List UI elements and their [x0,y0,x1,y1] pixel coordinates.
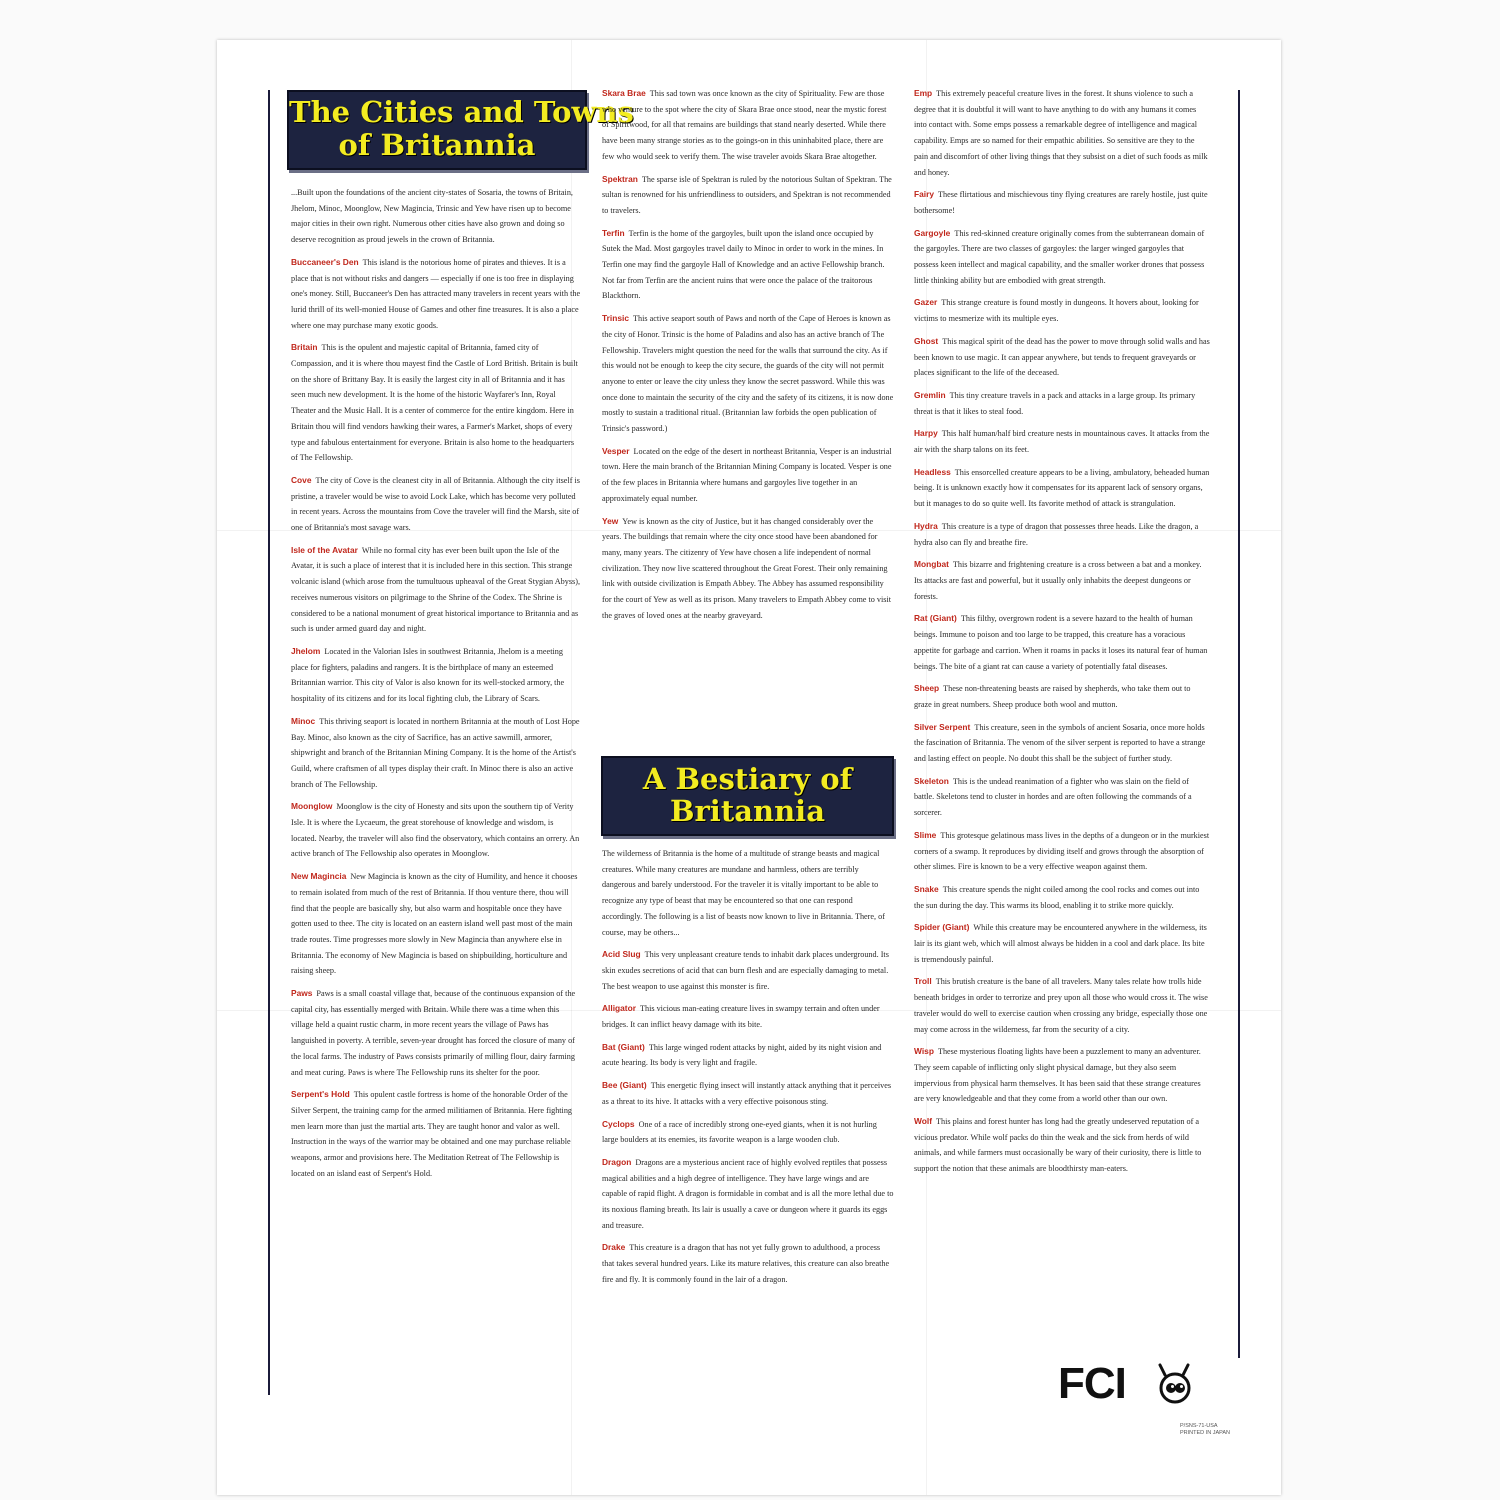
bestiary-entry [914,611,1210,674]
bestiary-entry [914,774,1210,821]
bestiary-entry [914,920,1210,967]
cities-entry-text: While no formal city has ever been built upon the Isle of the Avatar, it is such a place of interest that it is included here in this section. This strange volcanic island (which arose from the tumultuous upheaval of the Great Stygian Abyss), receives numerous visitors on pilgrimage to the Shrine of the Codex. The Shrine is considered to be a national monument of great historical importance to Britannia and as such is under armed guard day and night. [291,545,580,634]
bestiary-entry-text: This bizarre and frightening creature is a cross between a bat and a monkey. Its attacks are fast and powerful, but it usually only inhabits the deepest dungeons or forests. [914,560,1202,601]
bestiary-entry-name: Hydra [914,520,938,531]
cities-entry-name: Trinsic [602,313,629,324]
cities-entry-name: Serpent's Hold [291,1089,350,1100]
cities-entry-text: This sad town was once known as the city of Spirituality. Few are those who venture to the spot where the city of Skara Brae once stood, near the mystic forest of Spiritwood, for all that remains are buildings that stand nearly deserted. While there have been many strange stories as to the goings-on in this uninhabited place, there are few who would seek to verify them. The wise traveler avoids Skara Brae altogether. [602,89,887,161]
bestiary-entry [914,295,1210,326]
bestiary-entry-text: This creature is a type of dragon that possesses three heads. Like the dragon, a hydra also can fly and breathe fire. [914,521,1199,547]
bestiary-column [602,846,894,1295]
cities-entry-text: This is the opulent and majestic capital of Britannia, famed city of Compassion, and it is where thou mayest find the Castle of Lord British. Britain is built on the shore of Brittany Bay. It is easily the largest city in all of Britannia and it has seen much new development. It is the home of the historic Wayfarer's Inn, Royal Theater and the Music Hall. It is a center of commerce for the entire kingdom. Here in Britain thou will find vendors hawking their wares, a Farmer's Market, shops of every type and fabulous entertainment for everyone. Britain is also home to the headquarters of The Fellowship. [291,343,578,463]
cities-entry-name: Paws [291,988,313,999]
bestiary-entry-name: Bat (Giant) [602,1041,645,1052]
cities-entry-name: Terfin [602,227,625,238]
bestiary-entry [602,1001,894,1032]
cities-entry-name: Vesper [602,445,630,456]
bestiary-entry-text: This half human/half bird creature nests in mountainous caves. It attacks from the air with the sharp talons on its feet. [914,429,1210,455]
cities-entry [602,172,894,219]
cities-entry [291,714,581,793]
bestiary-entry-text: One of a race of incredibly strong one-eyed giants, when it is not hurling large boulders at its enemies, its favorite weapon is a large wooden club. [602,1119,877,1145]
bestiary-entry-name: Spider (Giant) [914,922,970,933]
cities-entry [291,255,581,334]
cities-entry-name: Cove [291,474,312,485]
bestiary-entry-text: This tiny creature travels in a pack and attacks in a large group. Its primary threat is that it likes to steal food. [914,390,1196,416]
bestiary-entry [914,1114,1210,1177]
bestiary-entry-name: Slime [914,829,937,840]
cities-entry [291,799,581,862]
bestiary-entry-text: This is the undead reanimation of a fighter who was slain on the field of battle. Skeletons tend to cluster in hordes and are often following the commands of a sorcerer. [914,776,1192,818]
cities-entry-text: This opulent castle fortress is home of the honorable Order of the Silver Serpent, the training camp for the armed militiamen of Britannia. Here fighting men learn more than just the martial arts. They are taught honor and valor as well. Instruction in the ways of the warrior may be obtained and one may purchase reliable weapons, armor and provisions here. The Meditation Retreat of The Fellowship is located on an island east of Serpent's Hold. [291,1090,573,1178]
bestiary-entry-text: This very unpleasant creature tends to inhabit dark places underground. Its skin exudes secretions of acid that can burn flesh and are especially damaging to metal. The best weapon to use against this monster is fire. [602,950,889,991]
right-rule [1238,90,1240,1358]
bestiary-entry-text: This filthy, overgrown rodent is a severe hazard to the health of human beings. Immune to poison and too large to be trapped, this creature has a voracious appetite for garbage and carrion. When it roams in packs it loses its natural fear of human beings. The bite of a giant rat can cause a variety of potentially fatal diseases. [914,614,1208,671]
bestiary-entry-name: Drake [602,1242,626,1253]
bestiary-entry [914,828,1210,875]
fci-logo-mark [1153,1363,1195,1405]
bestiary-entry-name: Wolf [914,1116,932,1127]
bestiary-entry-name: Bee (Giant) [602,1080,647,1091]
bestiary-entry [914,681,1210,712]
cities-entry-text: Yew is known as the city of Justice, but it has changed considerably over the years. The buildings that remain where the city once stood have been abandoned for many, many years. The citizenry of Yew have chosen a life independent of normal civilization. They now live scattered throughout the Great Forest. Their only remaining link with outside civilization is Empath Abbey. The Abbey has assumed responsibility for the court of Yew as well as its prison. Many travelers to Empath Abbey come to visit the graves of loved ones at the nearby graveyard. [602,516,892,620]
left-rule [268,90,270,1395]
cities-column [291,185,581,1188]
bestiary-entry-name: Troll [914,976,932,987]
bestiary-entry-name: Alligator [602,1003,636,1014]
cities-entry-name: Spektran [602,173,638,184]
bestiary-entry-text: These mysterious floating lights have been a puzzlement to many an adventurer. They seem capable of inflicting only slight physical damage, but they also seem impervious from physical harm themselves. It has been said that these strange creatures are very knowledgeable and that they come from a world other than our own. [914,1047,1201,1104]
cities-entry [291,644,581,707]
cities-entry [291,869,581,979]
bestiary-title-line2: Britannia [670,794,825,828]
bestiary-entry-name: Acid Slug [602,949,641,960]
bestiary-entry [914,86,1210,180]
bestiary-entry-name: Snake [914,883,939,894]
cities-entry-name: Yew [602,515,619,526]
cities-entry [291,543,581,637]
print-code-line1: P/SNS-71-USA [1180,1423,1218,1429]
cities-entry-text: Moonglow is the city of Honesty and sits upon the southern tip of Verity Isle. It is where the Lycaeum, the great storehouse of knowledge and wisdom, is located. Nearby, the traveler will also find the observatory, which contains an orrery. An active branch of The Fellowship also operates in Moonglow. [291,802,580,859]
cities-entry [291,473,581,536]
bestiary-entry-text: This creature is a dragon that has not yet fully grown to adulthood, a process that takes several hundred years. Like its mature relatives, this creature can also breathe fire and fly. It is commonly found in the lair of a dragon. [602,1243,890,1284]
bestiary-entry-text: While this creature may be encountered anywhere in the wilderness, its lair is its giant web, which will almost always be hidden in a cool and dark place. Its bite is tremendously painful. [914,923,1207,964]
bestiary-entry-text: This magical spirit of the dead has the power to move through solid walls and has been known to use magic. It can appear anywhere, but tends to frequent graveyards or places significant to the life of the deceased. [914,336,1210,378]
bestiary-entry [914,519,1210,550]
bestiary-entry-text: This red-skinned creature originally comes from the subterranean domain of the gargoyles. There are two classes of gargoyles: the larger winged gargoyles that possess keen intellect and magical capability, and the smaller worker drones that possess little thinking ability but are embodied with great strength. [914,228,1205,285]
cities-continued-column [602,86,894,631]
bestiary-entry-name: Headless [914,466,951,477]
bestiary-entry-name: Rat (Giant) [914,613,957,624]
bestiary-entry-text: This plains and forest hunter has long had the greatly undeserved reputation of a vicious predator. While wolf packs do thin the weak and the sick from herds of wild animals, and while farmers must occasionally be wary of their curiosity, there is little to support the notion that these animals are bloodthirsty man-eaters. [914,1117,1202,1174]
cities-entry-name: Minoc [291,715,316,726]
bestiary-entry [602,947,894,994]
bestiary-entry-name: Gremlin [914,389,946,400]
bestiary-entry-text: These flirtatious and mischievous tiny flying creatures are rarely hostile, just quite bothersome! [914,190,1208,215]
cities-entry [291,986,581,1080]
cities-entry-name: Skara Brae [602,88,646,98]
bestiary-entry-text: This strange creature is found mostly in dungeons. It hovers about, looking for victims to mesmerize with its multiple eyes. [914,298,1199,324]
bestiary-entry-name: Skeleton [914,775,949,786]
fci-logo: FCI [1058,1359,1126,1408]
cities-entry-text: This active seaport south of Paws and north of the Cape of Heroes is known as the city of Honor. Trinsic is the home of Paladins and also has an active branch of The Fellowship. Travelers might question the need for the walls that surround the city. As if this would not be enough to keep the city secure, the guards of the city will not permit anyone to enter or leave the city unless they know the secret password. While this was once done to maintain the security of the city and the safety of its citizens, it is now done mostly to sustain a traditional ritual. (Britannian law forbids the open publication of Trinsic's password.) [602,314,894,434]
bestiary-continued-column [914,86,1210,1184]
cities-entry-text: Located on the edge of the desert in northeast Britannia, Vesper is an industrial town. Here the main branch of the Britannian Mining Company is located. Vesper is one of the few places in Britannia where humans and gargoyles live together in an approximately equal number. [602,446,892,503]
cities-entry-text: The city of Cove is the cleanest city in all of Britannia. Although the city itself is pristine, a traveler would be wise to avoid Lock Lake, which has become very polluted in recent years. Across the mountains from Cove the traveler will find the Marsh, site of one of Britannia's most savage wars. [291,475,580,533]
cities-entry [602,226,894,305]
cities-entry-name: New Magincia [291,871,347,882]
bestiary-title-banner [601,756,894,836]
bestiary-entry-text: These non-threatening beasts are raised by shepherds, who take them out to graze in great numbers. Sheep produce both wool and mutton. [914,684,1191,709]
bestiary-title-line1: A Bestiary of [642,762,853,796]
bestiary-entry-text: This creature, seen in the symbols of ancient Sosaria, once more holds the fascination of Britannia. The venom of the silver serpent is reported to have a strange and lasting effect on people. No doubt this shall be the subject of further study. [914,722,1206,764]
bestiary-entry-text: This energetic flying insect will instantly attack anything that it perceives as a threat to its hive. It attacks with a very effective poisonous sting. [602,1081,892,1106]
bestiary-entry-text: This grotesque gelatinous mass lives in the depths of a dungeon or in the murkiest corners of a swamp. It reproduces by dividing itself and grows through the absorption of other slimes. Fire is known to be a very effective weapon against them. [914,830,1210,872]
bestiary-entry-name: Cyclops [602,1118,635,1129]
cities-entry-name: Buccaneer's Den [291,256,359,267]
bestiary-entry [602,1040,894,1071]
bestiary-entry-name: Ghost [914,335,939,346]
print-code-line2: PRINTED IN JAPAN [1180,1430,1231,1436]
cities-entry-text: Located in the Valorian Isles in southwest Britannia, Jhelom is a meeting place for fighters, paladins and rangers. It is the birthplace of many an esteemed Britannian warrior. This city of Valor is also known for its well-stocked armory, the hospitality of its citizens and for its local fighting club, the Library of Scars. [291,646,565,704]
cities-entry-name: Isle of the Avatar [291,544,358,555]
cities-entry-text: This island is the notorious home of pirates and thieves. It is a place that is not without risks and dangers — especially if one is too free in displaying one's money. Still, Buccaneer's Den has attracted many travelers in recent years with the lurid thrill of its well-monied House of Games and other fine treasures. It is also a place where one may purchase many exotic goods. [291,257,581,330]
cities-entry [291,1087,581,1181]
bestiary-entry-text: This vicious man-eating creature lives in swampy terrain and often under bridges. It can inflict heavy damage with its bite. [602,1004,880,1030]
cities-entry [291,340,581,466]
bestiary-entry [914,187,1210,218]
bestiary-entry [914,720,1210,767]
bestiary-entry-name: Mongbat [914,559,949,570]
bestiary-entry [914,557,1210,604]
cities-title-line1: The Cities and Towns [289,95,634,129]
bestiary-entry [602,1117,894,1148]
cities-title-line2: of Britannia [338,128,536,162]
bestiary-entry [914,226,1210,289]
bestiary-intro: The wilderness of Britannia is the home of a multitude of strange beasts and magical creatures. While many creatures are mundane and harmless, others are terribly dangerous and barely understood. For the traveler it is vitally important to be able to recognize any type of beast that may be encountered so that one can respond accordingly. The following is a list of beasts now known to live in Britannia. There, of course, may be others... [602,849,885,937]
cities-entry [602,86,894,165]
bestiary-entry [914,465,1210,512]
cities-entry-text: This thriving seaport is located in northern Britannia at the mouth of Lost Hope Bay. Minoc, also known as the city of Sacrifice, has an active sawmill, armorer, shipwright and branch of the Britannian Mining Company. It is the home of the Artist's Guild, where craftsmen of all types display their craft. In Minoc there is also an active branch of The Fellowship. [291,716,580,789]
cities-intro: ...Built upon the foundations of the ancient city-states of Sosaria, the towns of Britain, Jhelom, Minoc, Moonglow, New Magincia, Trinsic and Yew have risen up to become major cities in their own right. Numerous other cities have also grown and doing so deserve recognition as proud jewels in the crown of Britannia. [291,188,573,245]
bestiary-entry-text: This ensorcelled creature appears to be a living, ambulatory, beheaded human being. It is unknown exactly how it compensates for its apparent lack of sensory organs, but it manages to do so quite well. Its favorite method of attack is strangulation. [914,467,1210,509]
cities-entry [602,444,894,507]
bestiary-entry-text: This creature spends the night coiled among the cool rocks and comes out into the sun during the day. This warms its blood, enabling it to strike more quickly. [914,884,1200,910]
cities-entry-text: Terfin is the home of the gargoyles, built upon the island once occupied by Sutek the Mad. Most gargoyles travel daily to Minoc in order to work in the mines. In Terfin one may find the gargoyle Hall of Knowledge and an active Fellowship branch. Not far from Terfin are the ancient ruins that were once the palace of the traitorous Blackthorn. [602,228,885,301]
cities-entry-name: Jhelom [291,645,321,656]
bestiary-entry-text: Dragons are a mysterious ancient race of highly evolved reptiles that possess magical abilities and a high degree of intelligence. They have large wings and are capable of rapid flight. A dragon is formidable in combat and is all the more lethal due to its noxious flaming breath. Its lair is usually a cave or dungeon where it guards its eggs and treasure. [602,1157,894,1230]
bestiary-entry-name: Gazer [914,297,938,308]
bestiary-entry-name: Sheep [914,683,940,694]
cities-entry-text: The sparse isle of Spektran is ruled by the notorious Sultan of Spektran. The sultan is renowned for his unfriendliness to outsiders, and Spektran is not recommended to travelers. [602,174,892,215]
bestiary-entry [602,1078,894,1109]
cities-entry-name: Moonglow [291,801,333,812]
bestiary-entry-name: Dragon [602,1156,632,1167]
bestiary-entry [914,882,1210,913]
bestiary-entry [602,1240,894,1287]
bestiary-entry-name: Silver Serpent [914,721,971,732]
bestiary-entry-name: Fairy [914,189,935,200]
bestiary-entry [602,1155,894,1234]
cities-entry [602,311,894,437]
bestiary-entry [914,388,1210,419]
bestiary-entry-text: This large winged rodent attacks by night, aided by its night vision and acute hearing. Its body is very light and fragile. [602,1042,882,1068]
print-code [1180,1423,1230,1437]
cities-entry-text: New Magincia is known as the city of Humility, and hence it chooses to remain isolated from much of the rest of Britannia. If thou venture there, thou will find that the people are basically shy, but also warm and hospitable once they have gotten used to thee. The city is located on an eastern island well past most of the main trade routes. Time progresses more slowly in New Magincia than anywhere else in Britannia. The economy of New Magincia is based on shipbuilding, horticulture and raising sheep. [291,872,578,976]
bestiary-entry-text: This brutish creature is the bane of all travelers. Many tales relate how trolls hide beneath bridges in order to terrorize and prey upon all those who would cross it. The wise traveler would do well to exercise caution when crossing any bridge, especially those one may come across in the wilderness, far from the security of a city. [914,977,1208,1034]
cities-entry-text: Paws is a small coastal village that, because of the continuous expansion of the capital city, has essentially merged with Britain. While there was a time when this village held a quaint rustic charm, in more recent years the village of Paws has languished in poverty. A terrible, seven-year drought has forced the closure of many of the local farms. The industry of Paws consists primarily of milling flour, dairy farming and meat curing. Paws is where The Fellowship runs its shelter for the poor. [291,989,576,1077]
cities-entry-name: Britain [291,342,318,353]
bestiary-entry [914,1044,1210,1107]
bestiary-entry [914,334,1210,381]
bestiary-entry [914,974,1210,1037]
bestiary-entry-text: This extremely peaceful creature lives in the forest. It shuns violence to such a degree that it is doubtful it will want to have anything to do with any humans it comes into contact with. Some emps possess a remarkable degree of intelligence and magical capability. Emps are so named for their empathic abilities. So sensitive are they to the pain and discomfort of other living things that they subsist on a diet of such foods as milk and honey. [914,89,1208,177]
bestiary-entry [914,426,1210,457]
bestiary-entry-name: Harpy [914,428,938,439]
bestiary-entry-name: Emp [914,88,933,98]
cities-entry [602,514,894,624]
bestiary-entry-name: Gargoyle [914,227,951,238]
bestiary-entry-name: Wisp [914,1046,934,1057]
